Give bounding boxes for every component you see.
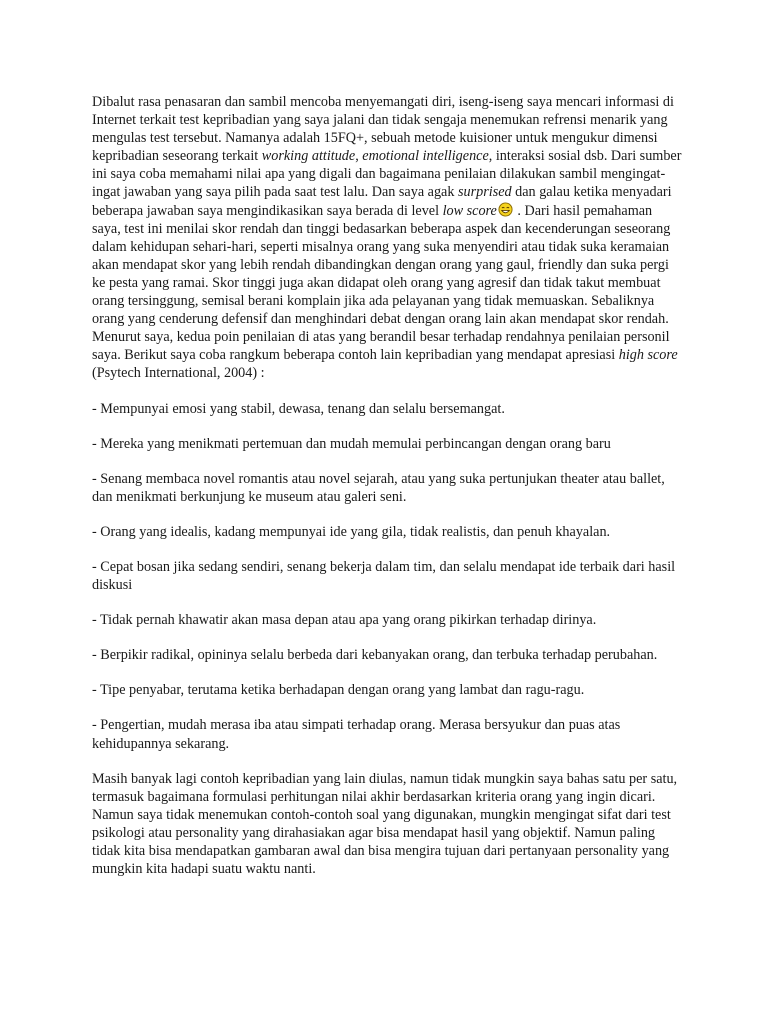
term-working-attitude: working attitude (261, 148, 356, 165)
intro-text-6: (Psytech International, 2004) : (92, 365, 265, 382)
intro-text-1: Dibalut rasa penasaran dan sambil mencoba menyemangati diri, iseng-iseng saya mencari informasi di Internet terkait test kepribadian yang saya jalani dan tidak sengaja menemukan refrensi menarik yang mengulas test tersebut. Namanya adalah 15FQ+, sebuah metode kuisioner untuk mengukur dimensi kepribadian seseorang terkait (92, 94, 674, 165)
intro-text-2: , (355, 148, 363, 165)
bullet-item: - Berpikir radikal, opininya selalu berbeda dari kebanyakan orang, dan terbuka terhadap perubahan. (92, 647, 658, 664)
bullet-item: - Senang membaca novel romantis atau novel sejarah, atau yang suka pertunjukan theater atau ballet, dan menikmati berkunjung ke museum atau galeri seni. (92, 470, 665, 505)
article-body (92, 93, 682, 878)
laughing-smiley-icon (498, 202, 513, 217)
intro-paragraph (92, 93, 682, 383)
term-low-score: low score (442, 202, 497, 219)
bullet-item: - Tidak pernah khawatir akan masa depan atau apa yang orang pikirkan terhadap dirinya. (92, 612, 597, 629)
bullet-item: - Pengertian, mudah merasa iba atau simpati terhadap orang. Merasa bersyukur dan puas atas kehidupannya sekarang. (92, 717, 621, 752)
closing-paragraph: Masih banyak lagi contoh kepribadian yang lain diulas, namun tidak mungkin saya bahas satu per satu, termasuk bagaimana formulasi perhitungan nilai akhir berdasarkan kriteria orang yang ingin dicari. Namun saya tidak menemukan contoh-contoh soal yang digunakan, mungkin mengingat sifat dari test psikologi atau personality yang dirahasiakan agar bisa mendapat hasil yang objektif. Namun paling tidak kita bisa mendapatkan gambaran awal dan bisa mengira tujuan dari pertanyaan personality yang mungkin kita hadapi suatu waktu nanti. (92, 770, 678, 878)
bullet-item: - Tipe penyabar, terutama ketika berhadapan dengan orang yang lambat dan ragu-ragu. (92, 682, 585, 699)
term-surprised: surprised (458, 184, 512, 201)
intro-text-3: , interaksi sosial dsb. Dari sumber ini saya coba memahami nilai apa yang digali dan bagaimana penilaian dilakukan sambil mengingat-ingat jawaban yang saya pilih pada saat test lalu. Dan saya agak (92, 148, 682, 201)
term-emotional-intelligence: emotional intelligence (362, 148, 489, 165)
term-high-score: high score (618, 347, 678, 364)
bullet-item: - Orang yang idealis, kadang mempunyai ide yang gila, tidak realistis, dan penuh khayalan. (92, 523, 611, 540)
intro-text-4: dan galau ketika menyadari beberapa jawaban saya mengindikasikan saya berada di level (92, 184, 672, 219)
intro-text-5: . Dari hasil pemahaman saya, test ini menilai skor rendah dan tinggi bedasarkan beberapa aspek dan kecenderungan seseorang dalam kehidupan sehari-hari, seperti misalnya orang yang suka menyendiri atau tidak suka keramaian akan mendapat skor yang lebih rendah dibandingkan dengan orang yang gaul, friendly dan suka pergi ke pesta yang ramai. Skor tinggi juga akan didapat oleh orang yang agresif dan tidak takut membuat orang tersinggung, semisal berani komplain jika ada pelayanan yang tidak memuaskan. Sebaliknya orang yang cenderung defensif dan menghindari debat dengan orang lain akan mendapat skor rendah. Menurut saya, kedua poin penilaian di atas yang berandil besar terhadap rendahnya penilaian personil saya. Berikut saya coba rangkum beberapa contoh lain kepribadian yang mendapat apresiasi (92, 202, 671, 364)
bullet-item: - Cepat bosan jika sedang sendiri, senang bekerja dalam tim, dan selalu mendapat ide terbaik dari hasil diskusi (92, 558, 676, 594)
bullet-item: - Mempunyai emosi yang stabil, dewasa, tenang dan selalu bersemangat. (92, 400, 505, 417)
bullet-item: - Mereka yang menikmati pertemuan dan mudah memulai perbincangan dengan orang baru (92, 435, 611, 452)
